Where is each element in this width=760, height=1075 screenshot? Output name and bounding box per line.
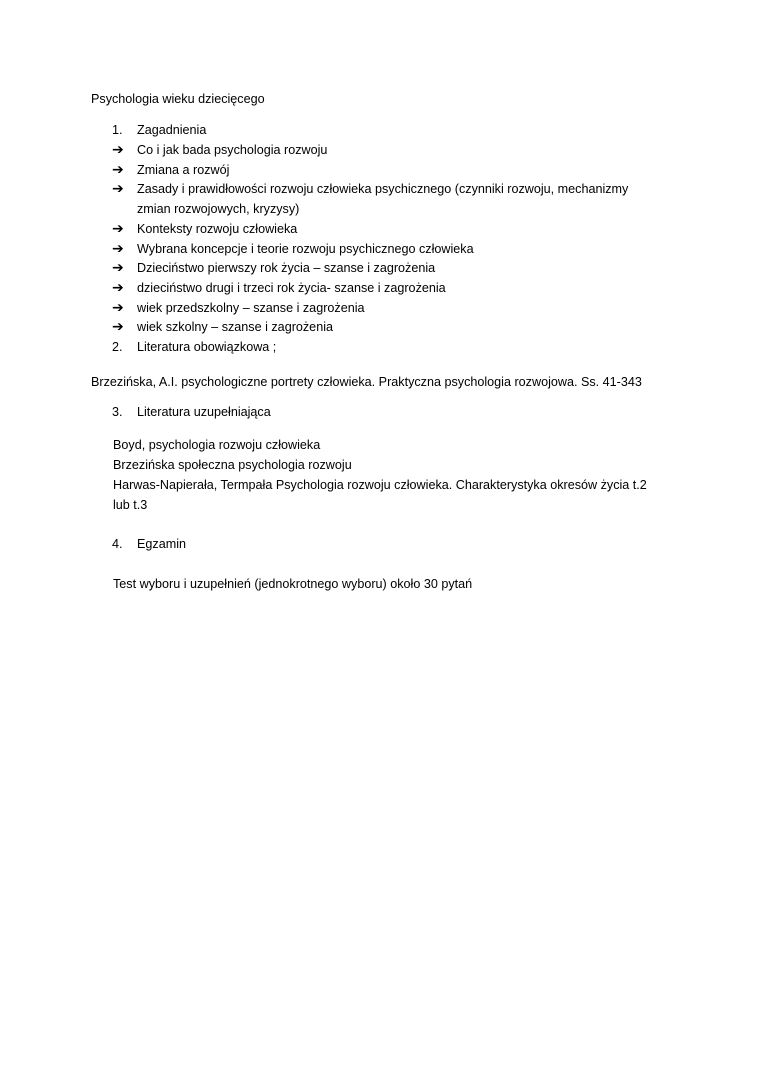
bibliography-entry-continuation: lub t.3 <box>113 498 148 512</box>
bibliography-entry: Brzezińska społeczna psychologia rozwoju <box>113 458 352 472</box>
list-item: Co i jak bada psychologia rozwoju <box>137 143 328 157</box>
section-heading: Literatura obowiązkowa ; <box>137 340 277 354</box>
list-number: 1. <box>112 123 123 137</box>
arrow-right-icon: ➔ <box>112 280 124 296</box>
arrow-right-icon: ➔ <box>112 162 124 178</box>
exam-description: Test wyboru i uzupełnień (jednokrotnego wyboru) około 30 pytań <box>113 577 473 591</box>
list-item: Konteksty rozwoju człowieka <box>137 222 298 236</box>
bibliography-entry: Brzezińska, A.I. psychologiczne portrety człowieka. Praktyczna psychologia rozwojowa. Ss. 41-343 <box>91 375 642 389</box>
arrow-right-icon: ➔ <box>112 142 124 158</box>
arrow-right-icon: ➔ <box>112 319 124 335</box>
arrow-right-icon: ➔ <box>112 260 124 276</box>
arrow-right-icon: ➔ <box>112 241 124 257</box>
list-item: Dzieciństwo pierwszy rok życia – szanse i zagrożenia <box>137 261 436 275</box>
document-title: Psychologia wieku dziecięcego <box>91 92 265 106</box>
section-heading: Egzamin <box>137 537 186 551</box>
list-item: wiek szkolny – szanse i zagrożenia <box>137 320 333 334</box>
bibliography-entry: Boyd, psychologia rozwoju człowieka <box>113 438 321 452</box>
arrow-right-icon: ➔ <box>112 300 124 316</box>
arrow-right-icon: ➔ <box>112 221 124 237</box>
arrow-right-icon: ➔ <box>112 181 124 197</box>
list-item-continuation: zmian rozwojowych, kryzysy) <box>137 202 300 216</box>
list-number: 3. <box>112 405 123 419</box>
list-item: Zmiana a rozwój <box>137 163 230 177</box>
list-item: dzieciństwo drugi i trzeci rok życia- szanse i zagrożenia <box>137 281 446 295</box>
list-item: wiek przedszkolny – szanse i zagrożenia <box>137 301 365 315</box>
list-item: Zasady i prawidłowości rozwoju człowieka psychicznego (czynniki rozwoju, mechanizmy <box>137 182 629 196</box>
list-number: 4. <box>112 537 123 551</box>
list-number: 2. <box>112 340 123 354</box>
list-item: Wybrana koncepcje i teorie rozwoju psychicznego człowieka <box>137 242 474 256</box>
section-heading: Zagadnienia <box>137 123 207 137</box>
section-heading: Literatura uzupełniająca <box>137 405 271 419</box>
bibliography-entry: Harwas-Napierała, Termpała Psychologia rozwoju człowieka. Charakterystyka okresów życia t.2 <box>113 478 647 492</box>
